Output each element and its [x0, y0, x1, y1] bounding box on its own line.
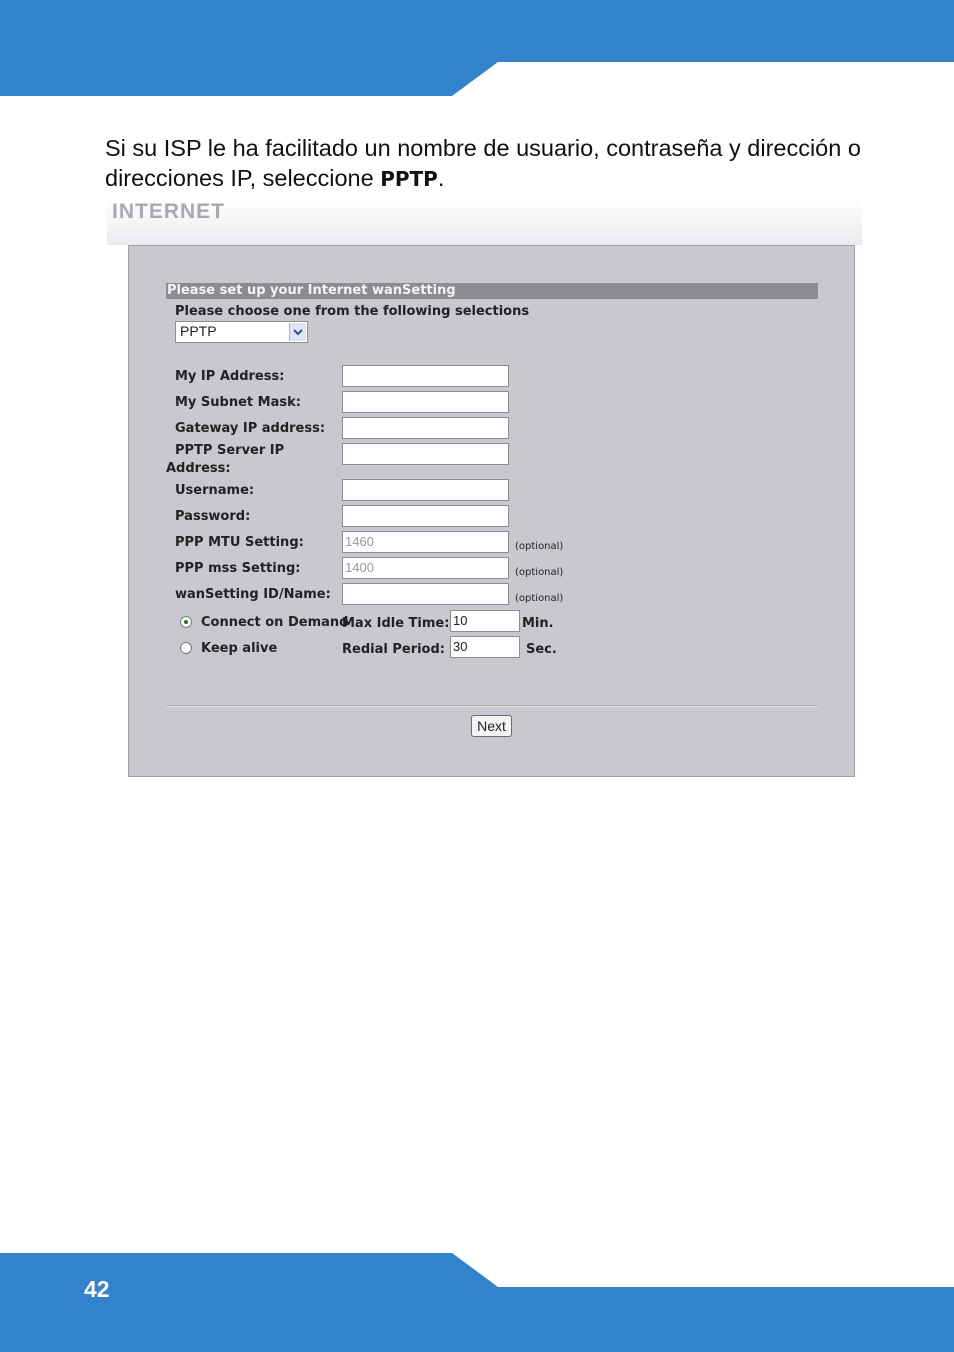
connect-on-demand-radio[interactable]	[180, 616, 192, 628]
gateway-ip-label: Gateway IP address:	[175, 421, 326, 436]
username-input[interactable]	[342, 479, 509, 501]
keep-alive-radio[interactable]	[180, 642, 192, 654]
panel-divider	[166, 705, 818, 707]
max-idle-input[interactable]: 10	[450, 610, 520, 632]
redial-period-unit: Sec.	[526, 642, 557, 657]
pptp-server-ip-label: PPTP Server IP	[175, 443, 285, 458]
connect-on-demand-label: Connect on Demand	[201, 615, 349, 630]
ppp-mtu-optional: (optional)	[515, 541, 564, 552]
wansetting-id-input[interactable]	[342, 583, 509, 605]
intro-bold-pptp: PPTP	[380, 167, 438, 191]
next-button[interactable]: Next	[471, 715, 512, 737]
ppp-mss-input[interactable]: 1400	[342, 557, 509, 579]
my-ip-address-input[interactable]	[342, 365, 509, 387]
panel-title: Please set up your Internet wanSetting	[167, 283, 456, 298]
choose-label: Please choose one from the following selections	[175, 304, 530, 319]
wansetting-id-label: wanSetting ID/Name:	[175, 587, 331, 602]
keep-alive-label: Keep alive	[201, 641, 278, 656]
password-label: Password:	[175, 509, 251, 524]
password-input[interactable]	[342, 505, 509, 527]
intro-text: Si su ISP le ha facilitado un nombre de usuario, contraseña y dirección o direcciones IP, seleccione	[105, 135, 861, 191]
pptp-server-ip-label-2: Address:	[166, 461, 231, 476]
intro-text-end: .	[437, 165, 445, 191]
ppp-mtu-label: PPP MTU Setting:	[175, 535, 304, 550]
wansetting-id-optional: (optional)	[515, 593, 564, 604]
my-ip-address-label: My IP Address:	[175, 369, 285, 384]
redial-period-input[interactable]: 30	[450, 636, 520, 658]
chevron-down-icon[interactable]	[289, 323, 306, 341]
redial-period-label: Redial Period:	[342, 642, 445, 657]
intro-paragraph	[105, 133, 865, 194]
max-idle-label: Max Idle Time:	[342, 616, 450, 631]
pptp-server-ip-input[interactable]	[342, 443, 509, 465]
connection-type-select[interactable]	[175, 321, 308, 343]
page-number: 42	[84, 1276, 110, 1302]
panel-title-bar	[166, 283, 818, 299]
ppp-mss-label: PPP mss Setting:	[175, 561, 301, 576]
username-label: Username:	[175, 483, 255, 498]
ppp-mtu-input[interactable]: 1460	[342, 531, 509, 553]
gateway-ip-input[interactable]	[342, 417, 509, 439]
bottom-decorative-band	[0, 1253, 954, 1352]
max-idle-unit: Min.	[522, 616, 554, 631]
subnet-mask-input[interactable]	[342, 391, 509, 413]
connection-type-value: PPTP	[180, 323, 217, 339]
wan-settings-panel	[128, 245, 855, 777]
top-decorative-band	[0, 0, 954, 98]
radio-selected-dot	[184, 620, 188, 624]
subnet-mask-label: My Subnet Mask:	[175, 395, 301, 410]
ppp-mss-optional: (optional)	[515, 567, 564, 578]
section-title: INTERNET	[112, 200, 225, 223]
